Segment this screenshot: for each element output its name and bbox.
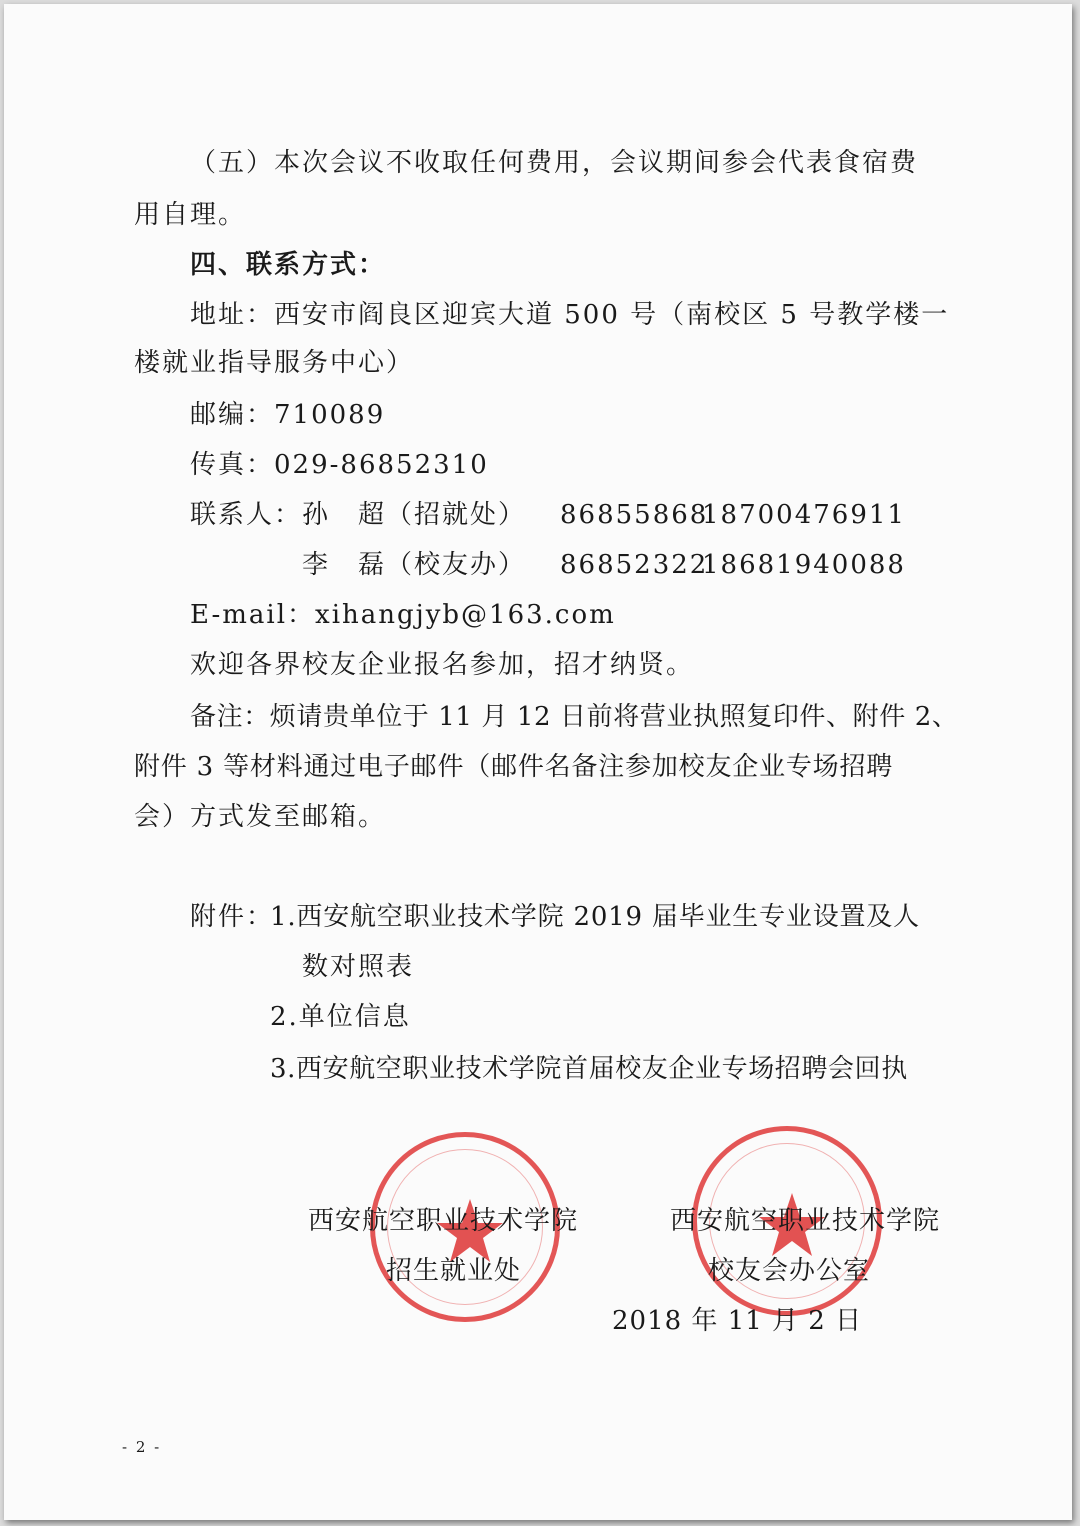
note-line2: 附件 3 等材料通过电子邮件（邮件名备注参加校友企业专场招聘 bbox=[134, 752, 894, 782]
paragraph-fees-line2: 用自理。 bbox=[134, 200, 247, 230]
contact-2-phone: 86852322 bbox=[560, 550, 709, 580]
postcode-line: 邮编：710089 bbox=[190, 400, 386, 430]
contact-2-mobile: 18681940088 bbox=[702, 550, 906, 580]
address-line2: 楼就业指导服务中心） bbox=[134, 348, 415, 378]
contact-1-name: 孙 超（招就处） bbox=[302, 500, 527, 530]
section-heading-contact: 四、联系方式： bbox=[190, 250, 387, 280]
welcome-line: 欢迎各界校友企业报名参加，招才纳贤。 bbox=[190, 650, 695, 680]
email-line: E-mail：xihangjyb@163.com bbox=[190, 600, 616, 630]
signature-date: 2018 年 11 月 2 日 bbox=[612, 1306, 863, 1336]
signature-left-org: 西安航空职业技术学院 bbox=[308, 1206, 579, 1236]
contact-label: 联系人： bbox=[190, 500, 303, 530]
page-number: - 2 - bbox=[122, 1438, 162, 1456]
note-line3: 会）方式发至邮箱。 bbox=[134, 802, 387, 832]
attachment-item-2: 2.单位信息 bbox=[270, 1002, 411, 1032]
contact-2-name: 李 磊（校友办） bbox=[302, 550, 527, 580]
address-line1: 地址：西安市阎良区迎宾大道 500 号（南校区 5 号教学楼一 bbox=[190, 300, 950, 330]
contact-1-mobile: 18700476911 bbox=[702, 500, 906, 530]
signature-left-dept: 招生就业处 bbox=[386, 1256, 522, 1286]
paragraph-fees-line1: （五）本次会议不收取任何费用，会议期间参会代表食宿费 bbox=[190, 148, 919, 178]
signature-right-org: 西安航空职业技术学院 bbox=[670, 1206, 941, 1236]
attachment-item-1-line2: 数对照表 bbox=[302, 952, 415, 982]
attachment-item-1-line1: 1.西安航空职业技术学院 2019 届毕业生专业设置及人 bbox=[270, 902, 920, 932]
note-line1: 备注：烦请贵单位于 11 月 12 日前将营业执照复印件、附件 2、 bbox=[190, 702, 959, 732]
attachments-label: 附件： bbox=[190, 902, 275, 932]
document-page bbox=[4, 4, 1072, 1520]
attachment-item-3: 3.西安航空职业技术学院首届校友企业专场招聘会回执 bbox=[270, 1054, 908, 1084]
contact-1-phone: 86855868 bbox=[560, 500, 709, 530]
signature-right-dept: 校友会办公室 bbox=[708, 1256, 871, 1286]
fax-line: 传真：029-86852310 bbox=[190, 450, 489, 480]
